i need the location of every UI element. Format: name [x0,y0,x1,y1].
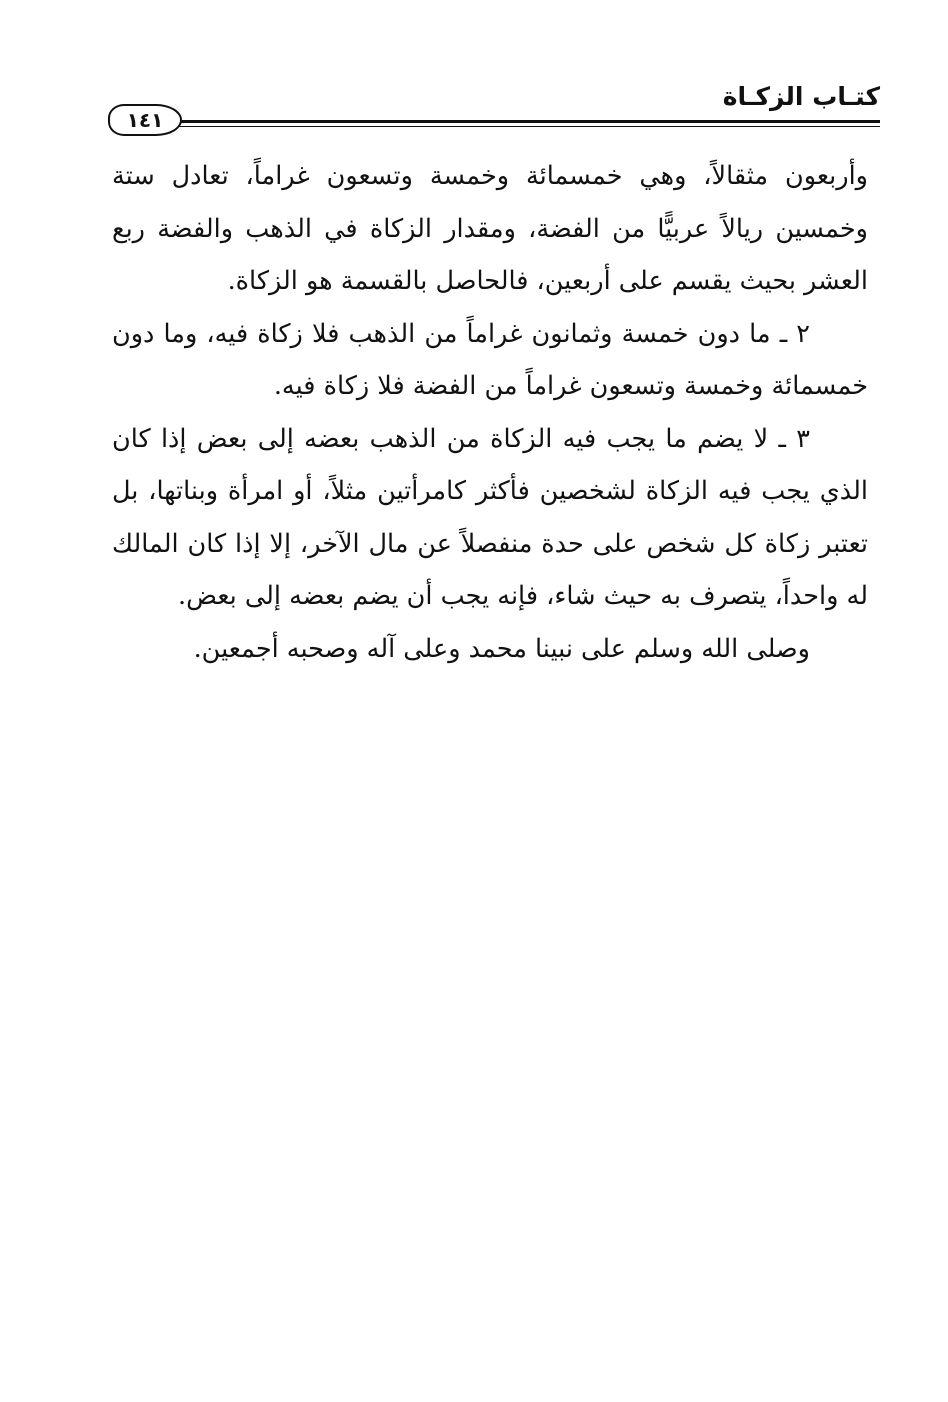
paragraph-2: ٢ ـ ما دون خمسة وثمانون غراماً من الذهب فلا زكاة فيه، وما دون خمسمائة وخمسة وتسعون غراماً من الفضة فلا زكاة فيه. [112,318,868,401]
running-title: كتـاب الزكـاة [722,82,880,111]
page-header [100,74,880,134]
header-rule-thick [164,120,880,123]
paragraph-1: وأربعون مثقالاً، وهي خمسمائة وخمسة وتسعون غراماً، تعادل ستة وخمسين ريالاً عربيًّا من الفضة، ومقدار الزكاة في الذهب والفضة ربع العشر بحيث يقسم على أربعين، فالحاصل بالقسمة هو الزكاة. [112,161,868,296]
header-rule-thin [164,126,880,127]
paragraph-3: ٣ ـ لا يضم ما يجب فيه الزكاة من الذهب بعضه إلى بعض إذا كان الذي يجب فيه الزكاة لشخصين فأكثر كامرأتين مثلاً، أو امرأة وبناتها، بل تعتبر زكاة كل شخص على حدة منفصلاً عن مال الآخر، إلا إذا كان المالك له واحداً، يتصرف به حيث شاء، فإنه يجب أن يضم بعضه إلى بعض. [112,423,868,611]
page-number-badge: ١٤١ [108,104,182,136]
main-text [112,150,868,675]
paragraph-closing: وصلى الله وسلم على نبينا محمد وعلى آله وصحبه أجمعين. [193,633,810,664]
